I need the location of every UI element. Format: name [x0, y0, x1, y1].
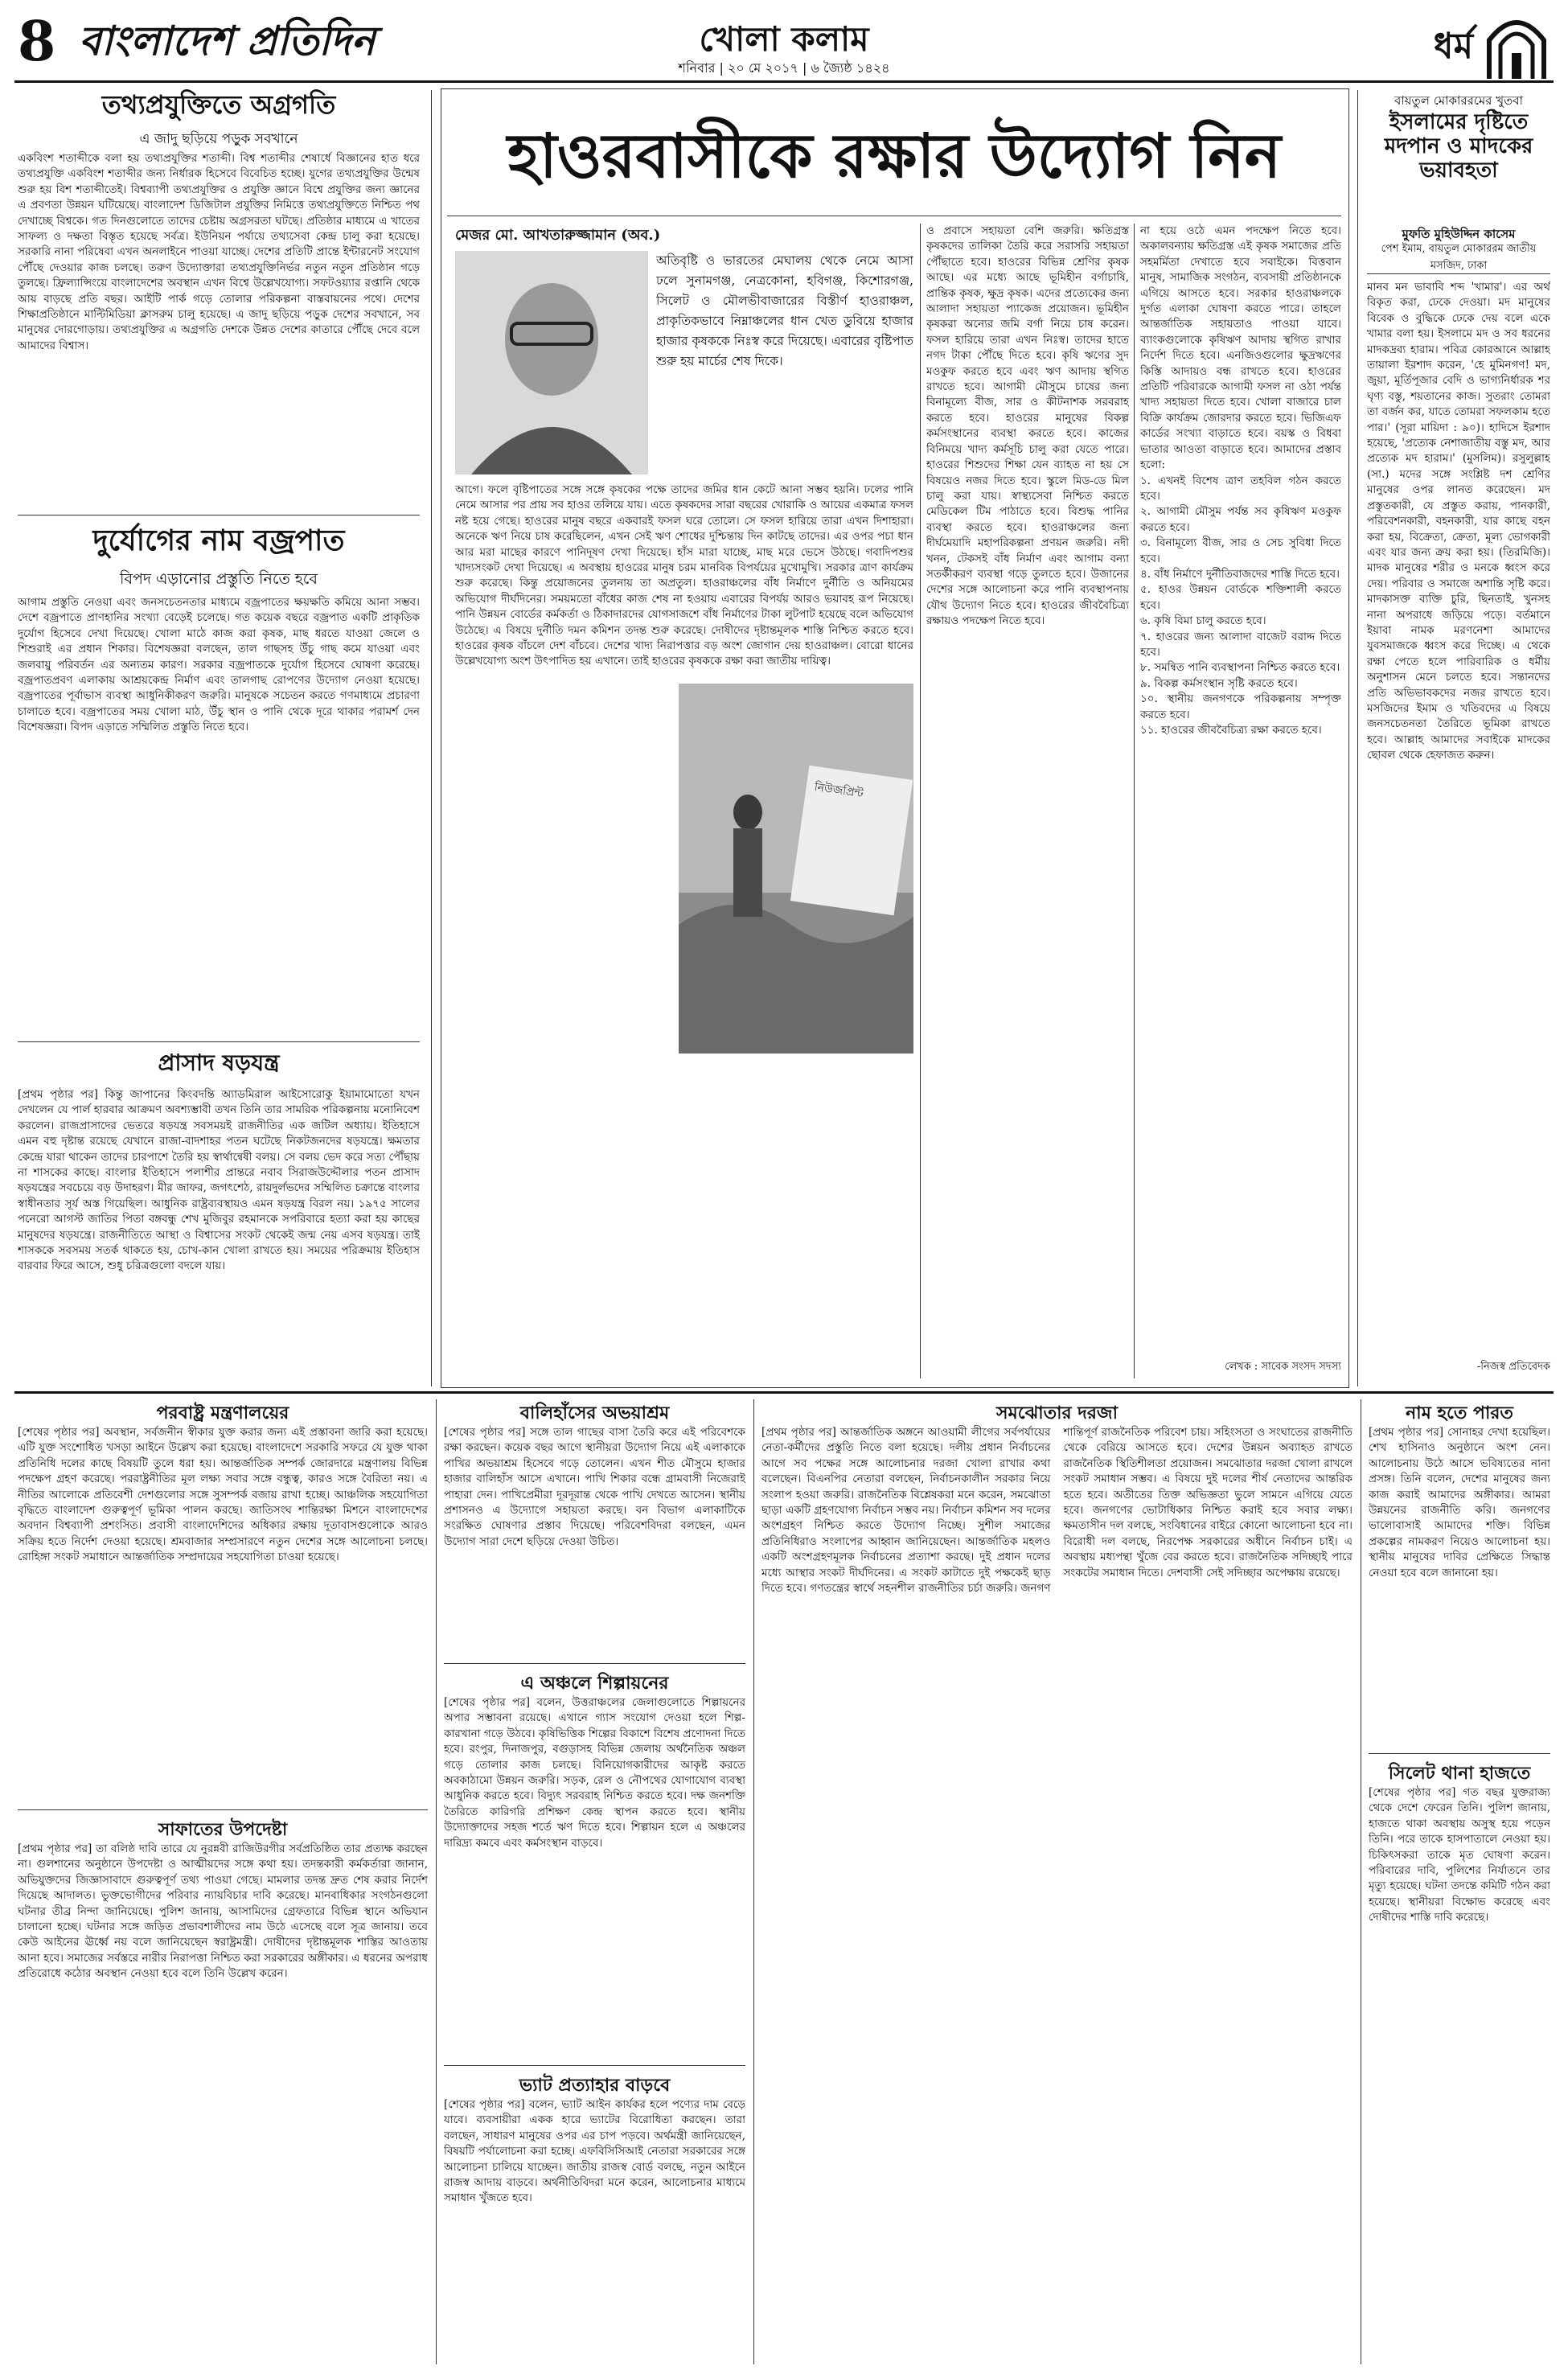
sylhet-body: [শেষের পৃষ্ঠার পর] গত বছর যুক্তরাজ্য থেকে দেশে ফেরেন তিনি। পুলিশ জানায়, হাজতে থাকা অবস্থায় অসুস্থ হয়ে পড়েন তিনি। পরে তাকে হাসপাতালে নেওয়া হয়। চিকিৎসকরা তাকে মৃত ঘোষণা করেন। পরিবারের দাবি, পুলিশের নির্যাতনে তার মৃত্যু হয়েছে। ঘটনা তদন্তে কমিটি গঠন করা হয়েছে। স্থানীয়রা বিক্ষোভ করেছে এবং দোষীদের শাস্তি দাবি করেছে।	[1369, 1786, 1550, 1924]
lead-column-2: ও প্রবাসে সহায়তা বেশি জরুরি। ক্ষতিগ্রস্ত কৃষকদের তালিকা তৈরি করে সরাসরি সহায়তা পৌঁছাতে হবে। হাওরের বিভিন্ন শ্রেণির কৃষক আছে। এর মধ্যে আছে ভূমিহীন বর্গাচাষি, প্রান্তিক কৃষক, ক্ষুদ্র কৃষক। এদের প্রত্যেকের জন্য আলাদা সহায়তা প্যাকেজ প্রয়োজন। ভূমিহীন কৃষকরা অন্যের জমি বর্গা নিয়ে চাষ করেন। ফসল হারিয়ে তারা এখন নিঃস্ব। তাদের হাতে নগদ টাকা পৌঁছে দিতে হবে। কৃষি ঋণের সুদ মওকুফ করতে হবে এবং ঋণ আদায় স্থগিত রাখতে হবে। আগামী মৌসুমে চাষের জন্য বিনামূল্যে বীজ, সার ও কীটনাশক সরবরাহ করতে হবে। হাওরের মানুষের বিকল্প কর্মসংস্থানের ব্যবস্থা করতে হবে। কাজের বিনিময়ে খাদ্য কর্মসূচি চালু করা যেতে পারে। হাওরের শিশুদের শিক্ষা যেন ব্যাহত না হয় সে বিষয়েও নজর দিতে হবে। স্কুলে মিড-ডে মিল চালু করা যায়। স্বাস্থ্যসেবা নিশ্চিত করতে মেডিকেল টিম পাঠাতে হবে। বিশুদ্ধ পানির ব্যবস্থা করতে হবে। হাওরাঞ্চলের জন্য দীর্ঘমেয়াদি মহাপরিকল্পনা প্রণয়ন জরুরি। নদী খনন, টেকসই বাঁধ নির্মাণ এবং আগাম বন্যা সতর্কীকরণ ব্যবস্থা গড়ে তুলতে হবে। উজানের দেশের সঙ্গে আলোচনা করে পানি ব্যবস্থাপনায় যৌথ উদ্যোগ নিতে হবে। হাওরের জীববৈচিত্র্য রক্ষায়ও পদক্ষেপ নিতে হবে।	[926, 224, 1129, 628]
lead-column-3: না হয়ে ওঠে এমন পদক্ষেপ নিতে হবে। অকালবন্যায় ক্ষতিগ্রস্ত এই কৃষক সমাজের প্রতি সহমর্মিতা দেখাতে হবে সবাইকে। বিত্তবান মানুষ, সামাজিক সংগঠন, ব্যবসায়ী প্রতিষ্ঠানকে এগিয়ে আসতে হবে। সরকার হাওরাঞ্চলকে দুর্গত এলাকা ঘোষণা করতে পারে। তাহলে আন্তর্জাতিক সহায়তাও পাওয়া যাবে। ব্যাংকগুলোকে কৃষিঋণ আদায় স্থগিত রাখার নির্দেশ দিতে হবে। এনজিওগুলোর ক্ষুদ্রঋণের কিস্তি আদায়ও বন্ধ রাখতে হবে। হাওরের প্রতিটি পরিবারকে আগামী ফসল না ওঠা পর্যন্ত খাদ্য সহায়তা দিতে হবে। খোলা বাজারে চাল বিক্রি কার্যক্রম জোরদার করতে হবে। ভিজিএফ কার্ডের সংখ্যা বাড়াতে হবে। বয়স্ক ও বিধবা ভাতার আওতা বাড়াতে হবে। আমাদের প্রস্তাব হলো: ১. এখনই বিশেষ ত্রাণ তহবিল গঠন করতে হবে। ২. আগামী মৌসুম পর্যন্ত সব কৃষিঋণ মওকুফ করতে হবে। ৩. বিনামূল্যে বীজ, সার ও সেচ সুবিধা দিতে হবে। ৪. বাঁধ নির্মাণে দুর্নীতিবাজদের শাস্তি দিতে হবে। ৫. হাওর উন্নয়ন বোর্ডকে শক্তিশালী করতে হবে। ৬. কৃষি বিমা চালু করতে হবে। ৭. হাওরের জন্য আলাদা বাজেট বরাদ্দ দিতে হবে। ৮. সমন্বিত পানি ব্যবস্থাপনা নিশ্চিত করতে হবে। ৯. বিকল্প কর্মসংস্থান সৃষ্টি করতে হবে। ১০. স্থানীয় জনগণকে পরিকল্পনায় সম্পৃক্ত করতে হবে। ১১. হাওরের জীববৈচিত্র্য রক্ষা করতে হবে।	[1140, 224, 1341, 737]
safat-body: [প্রথম পৃষ্ঠার পর] তা বলিষ্ঠ দাবি তারে যে নুরন্নবী রাজিউরগীর সর্বপ্রতিষ্ঠিত তার প্রত্যক্ষ করছেন না। গুলশানের অনুষ্ঠানে উপদেষ্টা ও আত্মীয়দের সঙ্গে কথা হয়। তদন্তকারী কর্মকর্তারা জানান, অভিযুক্তদের জিজ্ঞাসাবাদে গুরুত্বপূর্ণ তথ্য পাওয়া গেছে। মামলার তদন্ত দ্রুত শেষ করার নির্দেশ দিয়েছে আদালত। ভুক্তভোগীদের পরিবার ন্যায়বিচার দাবি করেছে। মানবাধিকার সংগঠনগুলো ঘটনার তীব্র নিন্দা জানিয়েছে। পুলিশ জানায়, আসামিদের গ্রেফতারে বিভিন্ন স্থানে অভিযান চালানো হচ্ছে। ঘটনার সঙ্গে জড়িত প্রভাবশালীদের নাম উঠে এসেছে বলে সূত্র জানায়। তবে কেউ আইনের ঊর্ধ্বে নয় বলে জানিয়েছেন স্বরাষ্ট্রমন্ত্রী। দোষীদের দৃষ্টান্তমূলক শাস্তির আওতায় আনা হবে। সমাজের সর্বস্তরে নারীর নিরাপত্তা নিশ্চিত করা সরকারের অঙ্গীকার। এ ধরনের অপরাধ প্রতিরোধে কঠোর অবস্থান নেওয়া হবে বলে তিনি উল্লেখ করেন।	[18, 1842, 428, 1981]
article-palace-headline: প্রাসাদ ষড়যন্ত্র	[158, 1049, 280, 1076]
column-rule	[920, 224, 921, 1378]
article-palace-body: [প্রথম পৃষ্ঠার পর] কিন্তু জাপানের কিংবদন্তি অ্যাডমিরাল আইসোরোকু ইয়ামামোতো যখন দেখলেন যে পার্ল হারবার আক্রমণ অবশ্যম্ভাবী তখন তিনি তার সামরিক পরিকল্পনায় মনোনিবেশ করলেন। রাজপ্রাসাদের ভেতরে ষড়যন্ত্র সবসময়ই রাজনীতির এক জটিল অধ্যায়। ইতিহাসে এমন বহু দৃষ্টান্ত রয়েছে যেখানে রাজা-বাদশাহর পতন ঘটেছে নিকটজনদের ষড়যন্ত্রে। ক্ষমতার কেন্দ্রে যারা থাকেন তাদের চারপাশে তৈরি হয় স্বার্থান্বেষী বলয়। সে বলয় ভেদ করে সত্য পৌঁছায় না শাসকের কাছে। বাংলার ইতিহাসে পলাশীর প্রান্তরে নবাব সিরাজউদ্দৌলার পতন প্রাসাদ ষড়যন্ত্রের সবচেয়ে বড় উদাহরণ। মীর জাফর, জগৎশেঠ, রায়দুর্লভদের সম্মিলিত চক্রান্তে বাংলার স্বাধীনতার সূর্য অস্ত গিয়েছিল। আধুনিক রাষ্ট্রব্যবস্থায়ও এমন ষড়যন্ত্র বিরল নয়। ১৯৭৫ সালের পনেরো আগস্ট জাতির পিতা বঙ্গবন্ধু শেখ মুজিবুর রহমানকে সপরিবারে হত্যা করা হয় কাছের মানুষদের ষড়যন্ত্রে। রাজনীতিতে আস্থা ও বিশ্বাসের সংকট থেকেই জন্ম নেয় এসব ষড়যন্ত্র। তাই শাসককে সবসময় সতর্ক থাকতে হয়, চোখ-কান খোলা রাখতে হয়। সময়ের পরিক্রমায় ইতিহাস বারবার ফিরে আসে, শুধু চরিত্রগুলো বদলে যায়।	[18, 1088, 420, 1273]
vat-body: [শেষের পৃষ্ঠার পর] বলেন, ভ্যাট আইন কার্যকর হলে পণ্যের দাম বেড়ে যাবে। ব্যবসায়ীরা একক হারে ভ্যাটের বিরোধিতা করছেন। তারা বলছেন, সাধারণ মানুষের ওপর এর চাপ পড়বে। অর্থমন্ত্রী জানিয়েছেন, বিষয়টি পর্যালোচনা করা হচ্ছে। এফবিসিসিআই নেতারা সরকারের সঙ্গে আলোচনা চালিয়ে যাচ্ছেন। জাতীয় রাজস্ব বোর্ড বলছে, নতুন আইনে রাজস্ব আদায় বাড়বে। অর্থনীতিবিদরা মনে করেন, আলোচনার মাধ্যমে সমাধান খুঁজতে হবে।	[444, 2098, 745, 2205]
industrialization-headline: এ অঞ্চলে শিল্পায়নের	[520, 1673, 669, 1694]
foreign-ministry-headline: পরবাষ্ট্র মন্ত্রণালয়ের	[156, 1403, 289, 1423]
article-lightning-body: আগাম প্রস্তুতি নেওয়া এবং জনসচেতনতার মাধ্যমে বজ্রপাতের ক্ষয়ক্ষতি কমিয়ে আনা সম্ভব। দেশে বজ্রপাতে প্রাণহানির সংখ্যা বেড়েই চলেছে। গত কয়েক বছরে বজ্রপাত একটি প্রাকৃতিক দুর্যোগ হিসেবে দেখা দিয়েছে। খোলা মাঠে কাজ করা কৃষক, মাছ ধরতে যাওয়া জেলে ও শিশুরাই এর প্রধান শিকার। বিশেষজ্ঞরা বলছেন, তাল গাছসহ উঁচু গাছ কমে যাওয়া এবং জলবায়ু পরিবর্তন এর অন্যতম কারণ। সরকার বজ্রপাতকে দুর্যোগ হিসেবে ঘোষণা করেছে। বজ্রপাতপ্রবণ এলাকায় আশ্রয়কেন্দ্র নির্মাণ এবং তালগাছ রোপণের উদ্যোগ নেওয়া হয়েছে। বজ্রপাতের পূর্বাভাস ব্যবস্থা আধুনিকীকরণ জরুরি। মানুষকে সচেতন করতে গণমাধ্যমে প্রচারণা চালাতে হবে। বজ্রপাতের সময় খোলা মাঠ, উঁচু স্থান ও পানি থেকে দূরে থাকার পরামর্শ দেন বিশেষজ্ঞরা। বিপদ এড়াতে সম্মিলিত প্রস্তুতি নিতে হবে।	[18, 596, 420, 734]
religion-body: মানব মন ভাবাবি শব্দ 'খামার'। এর অর্থ বিকৃত করা, ঢেকে দেওয়া। মদ মানুষের বিবেক ও বুদ্ধিকে ঢেকে দেয় বলে একে খামার বলা হয়। ইসলামে মদ ও সব ধরনের মাদকদ্রব্য হারাম। পবিত্র কোরআনে আল্লাহ তায়ালা ইরশাদ করেন, 'হে মুমিনগণ! মদ, জুয়া, মূর্তিপূজার বেদি ও ভাগ্যনির্ধারক শর ঘৃণ্য বস্তু, শয়তানের কাজ। সুতরাং তোমরা তা বর্জন কর, যাতে তোমরা সফলকাম হতে পার।' (সূরা মায়িদা : ৯০)। হাদিসে ইরশাদ হয়েছে, 'প্রত্যেক নেশাজাতীয় বস্তু মদ, আর প্রত্যেক মদ হারাম।' (মুসলিম)। রসুলুল্লাহ (সা.) মদের সঙ্গে সংশ্লিষ্ট দশ শ্রেণির মানুষের ওপর লানত করেছেন। মদ প্রস্তুতকারী, যে প্রস্তুত করায়, পানকারী, পরিবেশনকারী, বহনকারী, যার কাছে বহন করা হয়, বিক্রেতা, ক্রেতা, মূল্য ভোগকারী এবং যার জন্য ক্রয় করা হয়। (তিরমিজি)। মাদক মানুষের শরীর ও মনকে ধ্বংস করে দেয়। পরিবার ও সমাজে অশান্তি সৃষ্টি করে। মাদকাসক্ত ব্যক্তি চুরি, ছিনতাই, খুনসহ নানা অপরাধে জড়িয়ে পড়ে। বর্তমানে ইয়াবা নামক মরণনেশা আমাদের যুবসমাজকে ধ্বংস করে দিচ্ছে। এ থেকে রক্ষা পেতে হলে পারিবারিক ও ধর্মীয় অনুশাসন মেনে চলতে হবে। সন্তানদের প্রতি অভিভাবকদের নজর রাখতে হবে। মসজিদের ইমাম ও খতিবদের এ বিষয়ে জনসচেতনতা তৈরিতে ভূমিকা রাখতে হবে। আল্লাহ আমাদের সবাইকে মাদকের ছোবল থেকে হেফাজত করুন।	[1367, 281, 1550, 762]
foreign-ministry-body: [শেষের পৃষ্ঠার পর] অবস্থান, সর্বজনীন স্বীকার যুক্ত করার জন্য এই প্রস্তাবনা জারি করা হয়েছে। এটি যুক্ত সংশোধিত খসড়া আইনে উল্লেখ করা হয়েছে। বাংলাদেশে সরকারি সফরে যে যুক্ত থাকা প্রতিনিধি দলের কাছে বিষয়টি তুলে ধরা হয়। আন্তর্জাতিক সম্পর্ক জোরদারে মন্ত্রণালয় বিভিন্ন পদক্ষেপ গ্রহণ করেছে। পররাষ্ট্রনীতির মূল লক্ষ্য সবার সঙ্গে বন্ধুত্ব, কারও সঙ্গে বৈরিতা নয়। এ নীতির আলোকে প্রতিবেশী দেশগুলোর সঙ্গে সুসম্পর্ক বজায় রাখা হচ্ছে। আঞ্চলিক সহযোগিতা বৃদ্ধিতে বাংলাদেশ গুরুত্বপূর্ণ ভূমিকা পালন করছে। জাতিসংঘ শান্তিরক্ষা মিশনে বাংলাদেশের অবদান বিশ্বব্যাপী প্রশংসিত। প্রবাসী বাংলাদেশিদের অধিকার রক্ষায় দূতাবাসগুলোকে আরও সক্রিয় হতে নির্দেশ দেওয়া হয়েছে। শ্রমবাজার সম্প্রসারণে নতুন দেশের সঙ্গে আলোচনা চলছে। রোহিঙ্গা সংকট সমাধানে আন্তর্জাতিক সম্প্রদায়ের সহযোগিতা চাওয়া হয়েছে।	[18, 1426, 428, 1564]
author-note: লেখক : সাবেক সংসদ সদস্য	[1225, 1361, 1341, 1373]
name-body: [প্রথম পৃষ্ঠার পর] সোনাহর দেখা হয়েছিল। শেখ হাসিনাও অনুষ্ঠানে অংশ নেন। আলোচনায় উঠে আসে ভবিষ্যতের নানা প্রসঙ্গ। তিনি বলেন, দেশের মানুষের জন্য কাজ করাই আমাদের অঙ্গীকার। আমরা উন্নয়নের রাজনীতি করি। জনগণের ভালোবাসাই আমাদের শক্তি। বিভিন্ন প্রকল্পের নামকরণ নিয়েও আলোচনা হয়। স্থানীয় মানুষের দাবির প্রেক্ষিতে সিদ্ধান্ত নেওয়া হবে বলে জানানো হয়।	[1369, 1426, 1550, 1579]
section-title: খোলা কলাম	[699, 19, 869, 59]
religion-headline: ইসলামের দৃষ্টিতে মদপান ও মাদকের ভয়াবহতা	[1384, 110, 1533, 183]
religion-byline-title: পেশ ইমাম, বায়তুল মোকাররম জাতীয় মসজিদ, ঢাকা	[1381, 243, 1537, 272]
religion-kicker: বায়তুল মোকাররমের খুতবা	[1394, 93, 1524, 108]
duck-sanctuary-body: [শেষের পৃষ্ঠার পর] সঙ্গে তাল গাছের বাসা তৈরি করে এই পরিবেশকে রক্ষা করছেন। কয়েক বছর আগে স্থানীয়রা উদ্যোগ নিয়ে এই এলাকাকে পাখির অভয়াশ্রম হিসেবে গড়ে তোলেন। এখন শীত মৌসুমে হাজার হাজার বালিহাঁস আসে এখানে। পাখি শিকার বন্ধে গ্রামবাসী নিজেরাই পাহারা দেন। পাখিপ্রেমীরা দূরদূরান্ত থেকে পাখি দেখতে আসেন। স্থানীয় প্রশাসনও এ উদ্যোগে সহায়তা করছে। বন বিভাগ এলাকাটিকে সংরক্ষিত ঘোষণার প্রস্তাব দিয়েছে। পরিবেশবিদরা বলছেন, এমন উদ্যোগ সারা দেশে ছড়িয়ে দেওয়া উচিত।	[444, 1426, 745, 1548]
article-tech-headline: তথ্যপ্রযুক্তিতে অগ্রগতি	[101, 89, 336, 120]
bottom-section-rule	[14, 1391, 1554, 1394]
divider	[1367, 273, 1550, 274]
industrialization-body: [শেষের পৃষ্ঠার পর] বলেন, উত্তরাঞ্চলের জেলাগুলোতে শিল্পায়নের অপার সম্ভাবনা রয়েছে। এখানে গ্যাস সংযোগ দেওয়া হলে শিল্প-কারখানা গড়ে উঠবে। কৃষিভিত্তিক শিল্পের বিকাশে বিশেষ প্রণোদনা দিতে হবে। রংপুর, দিনাজপুর, বগুড়াসহ বিভিন্ন জেলায় অর্থনৈতিক অঞ্চল গড়ে তোলার কাজ চলছে। বিনিয়োগকারীদের আকৃষ্ট করতে অবকাঠামো উন্নয়ন জরুরি। সড়ক, রেল ও নৌপথের যোগাযোগ ব্যবস্থা আধুনিক করতে হবে। বিদ্যুৎ সরবরাহ নিশ্চিত করতে হবে। দক্ষ জনশক্তি তৈরিতে কারিগরি প্রশিক্ষণ কেন্দ্র স্থাপন করতে হবে। স্থানীয় উদ্যোক্তাদের সহজ শর্তে ঋণ দিতে হবে। শিল্পায়ন হলে এ অঞ্চলের দারিদ্র্য কমবে এবং কর্মসংস্থান বাড়বে।	[444, 1696, 745, 1850]
photo-text: নিউজপ্রিন্ট	[813, 780, 864, 801]
masthead-rule	[14, 80, 1554, 83]
column-rule	[1134, 224, 1135, 1378]
divider	[18, 1041, 420, 1042]
article-tech-body: একবিংশ শতাব্দীকে বলা হয় তথ্যপ্রযুক্তির শতাব্দী। বিশ্ব শতাব্দীর শেষার্ধে বিজ্ঞানের হাত ধরে তথ্যপ্রযুক্তি একবিংশ শতাব্দীর জন্য নির্ধারক হিসেবে বিবেচিত হচ্ছে। যুগের তথ্যপ্রযুক্তির উন্মেষ শুরু হয় বিশ শতাব্দীতেই। বিশ্বব্যাপী তথ্যপ্রযুক্তির ও প্রযুক্তি জ্ঞানে বিশ্বে প্রযুক্তির জন্য জ্ঞানের এ প্রবণতা উন্নয়ন ঘটিয়েছে। বাংলাদেশ ডিজিটাল প্রযুক্তির নিমিত্তে তথ্যপ্রযুক্তিতে নিশ্চিত পথ দেখাচ্ছে বিশ্বকে। গত দিনগুলোতে তাদের চেষ্টায় অগ্রসরতা ঘটছে। প্রতিষ্ঠার মাধ্যমে এ খাতের সাফল্য ও দক্ষতা বিস্তৃত হয়েছে সর্বত্র। ইউনিয়ন পর্যায়ে তথ্যসেবা কেন্দ্র চালু করা হয়েছে। সরকারি নানা পরিষেবা এখন অনলাইনে পাওয়া যাচ্ছে। দেশের প্রতিটি প্রান্তে ইন্টারনেট সংযোগ পৌঁছে দেওয়ার কাজ চলছে। তরুণ উদ্যোক্তারা তথ্যপ্রযুক্তিনির্ভর নতুন নতুন প্রতিষ্ঠান গড়ে তুলছে। ফ্রিল্যান্সিংয়ে বাংলাদেশের অবস্থান এখন বিশ্বে উল্লেখযোগ্য। সফটওয়্যার রপ্তানি থেকে আয় বাড়ছে প্রতি বছর। আইটি পার্ক গড়ে তোলার পরিকল্পনা বাস্তবায়নের পথে। দেশের শিক্ষাপ্রতিষ্ঠানে মাল্টিমিডিয়া ক্লাসরুম চালু হয়েছে। এ জাদু ছড়িয়ে পড়ুক দেশের সবখানে, সব মানুষের দোরগোড়ায়। তথ্যপ্রযুক্তির এ অগ্রগতি দেশকে উন্নত দেশের কাতারে পৌঁছে দেবে বলে আমাদের বিশ্বাস।	[18, 152, 420, 352]
consensus-body: [প্রথম পৃষ্ঠার পর] আন্তর্জাতিক অঙ্গনে আওয়ামী লীগের সর্বপর্যায়ের নেতা-কর্মীদের প্রস্তুতি নিতে বলা হয়েছে। দলীয় প্রধান নির্বাচনের আগে সব পক্ষের সঙ্গে আলোচনার দরজা খোলা রাখার কথা বলেছেন। বিএনপির নেতারা বলছেন, নির্বাচনকালীন সরকার নিয়ে সংলাপ হওয়া জরুরি। রাজনৈতিক বিশ্লেষকরা মনে করেন, সমঝোতা ছাড়া একটি গ্রহণযোগ্য নির্বাচন সম্ভব নয়। নির্বাচন কমিশন সব দলের অংশগ্রহণ নিশ্চিত করতে উদ্যোগ নিচ্ছে। সুশীল সমাজের প্রতিনিধিরাও সংলাপের আহ্বান জানিয়েছেন। আন্তর্জাতিক মহলও একটি অংশগ্রহণমূলক নির্বাচনের প্রত্যাশা করছে। দুই প্রধান দলের মধ্যে আস্থার সংকট দীর্ঘদিনের। এ সংকট কাটাতে দুই পক্ষকেই ছাড় দিতে হবে। গণতন্ত্রের স্বার্থে সহনশীল রাজনীতির চর্চা জরুরি। জনগণ শান্তিপূর্ণ রাজনৈতিক পরিবেশ চায়। সহিংসতা ও সংঘাতের রাজনীতি থেকে বেরিয়ে আসতে হবে। দেশের উন্নয়ন অব্যাহত রাখতে রাজনৈতিক স্থিতিশীলতা প্রয়োজন। সমঝোতার দরজা খোলা রাখলে সংকট সমাধান সম্ভব। এ বিষয়ে দুই দলের শীর্ষ নেতাদের আন্তরিক হতে হবে। অতীতের তিক্ত অভিজ্ঞতা ভুলে সামনে এগিয়ে যেতে হবে। জনগণের ভোটাধিকার নিশ্চিত করাই হবে সবার লক্ষ্য। ক্ষমতাসীন দল বলছে, সংবিধানের বাইরে কোনো আলোচনা হবে না। বিরোধী দল বলছে, নিরপেক্ষ সরকারের অধীনে নির্বাচন চাই। এ অবস্থায় মধ্যপন্থা খুঁজে বের করতে হবে। রাজনৈতিক সদিচ্ছাই পারে সংকটের সমাধান দিতে। দেশবাসী সেই সদিচ্ছার অপেক্ষায় রয়েছে।	[761, 1426, 1353, 1596]
divider	[444, 1663, 745, 1664]
article-lightning-subhead: বিপদ এড়ানোর প্রস্তুতি নিতে হবে	[120, 570, 318, 588]
duck-sanctuary-headline: বালিহাঁসের অভয়াশ্রম	[519, 1403, 670, 1423]
lead-headline: হাওরবাসীকে রক্ষার উদ্যোগ নিন	[507, 120, 1282, 191]
vat-headline: ভ্যাট প্রত্যাহার বাড়বে	[519, 2075, 671, 2096]
flooded-field-photo	[679, 684, 913, 1054]
divider	[18, 1809, 428, 1810]
mosque-icon	[1483, 8, 1550, 80]
author-portrait	[455, 251, 648, 474]
lead-byline: মেজর মো. আখতারুজ্জামান (অব.)	[455, 227, 661, 244]
religion-byline: মুফতি মুহিউদ্দিন কাসেম	[1402, 227, 1516, 241]
sylhet-headline: সিলেট থানা হাজতে	[1388, 1763, 1531, 1784]
column-rule	[431, 90, 432, 1386]
dateline: শনিবার | ২০ মে ২০১৭ | ৬ জ্যৈষ্ঠ ১৪২৪	[678, 60, 890, 76]
lead-column-1: আগে। ফলে বৃষ্টিপাতের সঙ্গে সঙ্গে কৃষকের পক্ষে তাদের জমির ধান কেটে আনা সম্ভব হয়নি। ঢলের পানি নেমে আসার পর প্রায় সব হাওর তলিয়ে যায়। এতে কৃষকদের সারা বছরের খোরাকি ও আয়ের একমাত্র ফসল নষ্ট হয়ে গেছে। হাওরের মানুষ বছরে একবারই ফসল ঘরে তোলে। সে ফসল হারিয়ে তারা এখন দিশাহারা। অনেকে ঋণ নিয়ে চাষ করেছিলেন, এখন সেই ঋণ শোধের দুশ্চিন্তায় দিন কাটছে তাদের। এর ওপর পচা ধান আর মরা মাছের কারণে পানিদূষণ দেখা দিয়েছে। হাঁস মারা যাচ্ছে, মাছ মরে ভেসে উঠছে। গবাদিপশুর খাদ্যসংকট দেখা দিয়েছে। এ অবস্থায় হাওরের মানুষ চরম মানবিক বিপর্যয়ের মুখোমুখি। সরকার ত্রাণ কার্যক্রম শুরু করেছে। কিন্তু প্রয়োজনের তুলনায় তা অপ্রতুল। হাওরাঞ্চলের বাঁধ নির্মাণে দুর্নীতি ও অনিয়মের অভিযোগ দীর্ঘদিনের। সময়মতো বাঁধের কাজ শেষ না হওয়ায় এবারের বিপর্যয় আরও ভয়াবহ রূপ নিয়েছে। পানি উন্নয়ন বোর্ডের কর্মকর্তা ও ঠিকাদারদের যোগসাজশে বাঁধ নির্মাণের টাকা লুটপাট হয়েছে বলে অভিযোগ উঠেছে। এ বিষয়ে দুর্নীতি দমন কমিশন তদন্ত শুরু করেছে। দোষীদের দৃষ্টান্তমূলক শাস্তি নিশ্চিত করতে হবে। হাওরের কৃষক বাঁচলে দেশ বাঁচবে। দেশের খাদ্য নিরাপত্তার বড় অংশ জোগান দেয় হাওরাঞ্চল। বোরো ধানের উল্লেখযোগ্য অংশ উৎপাদিত হয় এখানে। তাই হাওরের কৃষককে রক্ষা করা জাতীয় দায়িত্ব।	[455, 483, 913, 668]
newspaper-name: বাংলাদেশ প্রতিদিন	[79, 17, 376, 64]
lead-intro: অতিবৃষ্টি ও ভারতের মেঘালয় থেকে নেমে আসা ঢলে সুনামগঞ্জ, নেত্রকোনা, হবিগঞ্জ, কিশোরগঞ্জ, সিলেট ও মৌলভীবাজারের বিস্তীর্ণ হাওরাঞ্চল, প্রাকৃতিকভাবে নিম্নাঞ্চলের ধান খেত ডুবিয়ে হাজার হাজার কৃষককে নিঃস্ব করে দিয়েছে। এবারের বৃষ্টিপাত শুরু হয় মার্চের শেষ দিকে।	[656, 253, 913, 368]
name-headline: নাম হতে পারত	[1406, 1403, 1513, 1423]
author-portrait-drawing	[455, 251, 648, 474]
column-rule	[1357, 90, 1358, 1386]
lead-photo	[679, 684, 913, 1054]
safat-headline: সাফাতের উপদেষ্টা	[158, 1819, 288, 1840]
page-number: 8	[18, 10, 56, 74]
religion-section-tag: ধর্ম	[1433, 26, 1473, 67]
religion-footer: -নিজস্ব প্রতিবেদক	[1476, 1361, 1550, 1373]
article-lightning-headline: দুর্যোগের নাম বজ্রপাত	[92, 524, 345, 557]
consensus-headline: সমঝোতার দরজা	[996, 1403, 1118, 1423]
divider	[1369, 1753, 1550, 1754]
column-rule	[753, 1399, 754, 2364]
column-rule	[436, 1399, 437, 2364]
divider	[444, 2065, 745, 2066]
article-tech-subhead: এ জাদু ছড়িয়ে পড়ুক সবখানে	[139, 131, 298, 147]
